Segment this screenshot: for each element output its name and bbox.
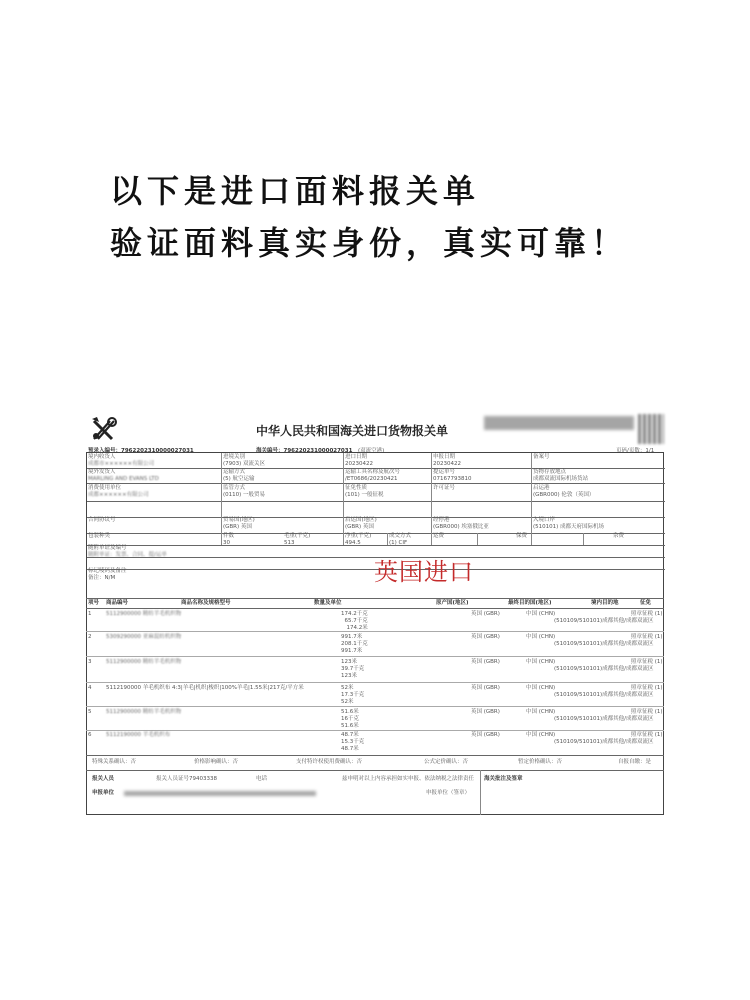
goods-row: 123米 39.7千克 123米 (341, 659, 365, 679)
goods-row: (510109/510101)成都其他/成都双流区 (554, 666, 654, 672)
headline-line-2: 验证面料真实身份，真实可靠！ (110, 224, 629, 262)
goods-row: 5112900000 精纺羊毛机织物 (106, 659, 182, 665)
goods-row: (510109/510101)成都其他/成都双流区 (554, 692, 654, 698)
goods-header: 商品名称及规格型号 (181, 600, 231, 606)
header-cell: 进口日期 20230422 (345, 454, 373, 467)
header-cell: 境内收货人 成都市××××××有限公司 (88, 454, 155, 467)
header-cell: 净重(千克) 494.5 (345, 533, 372, 546)
header-cell: 消费使用单位 成都××××××有限公司 (88, 485, 149, 498)
customs-remarks-label: 海关批注及签章 (484, 776, 523, 782)
header-cell: 包装种类 (88, 533, 111, 539)
declaration-statement: 兹申明对以上内容承担如实申报、依法纳税之法律责任 (342, 776, 475, 782)
goods-row: 照章征税 (1) (631, 709, 663, 715)
declaring-unit-label: 申报单位 (92, 790, 115, 796)
header-cell: 入境口岸 (510101) 成都天府国际机场 (533, 517, 605, 530)
goods-row: (510109/510101)成都其他/成都双流区 (554, 641, 654, 647)
goods-row: 中国 (CHN) (526, 732, 556, 738)
header-cell: 件数 30 (223, 533, 235, 546)
header-cell: 货物存放地点 成都双流国际机场货站 (533, 469, 589, 482)
header-cell: 运费 (433, 533, 445, 539)
goods-row: 1 (88, 611, 92, 617)
origin-annotation: 英国进口 (374, 558, 474, 586)
goods-row: 52米 17.3千克 52米 (341, 685, 365, 705)
header-cell: 运输方式 (5) 航空运输 (223, 469, 255, 482)
header-cell: 保费 (516, 533, 528, 539)
customs-number: 796220231000027031 (283, 448, 353, 454)
goods-row: 5112900000 精纺羊毛机织物 (106, 611, 182, 617)
header-cell: 申报日期 20230422 (433, 454, 461, 467)
header-cell: 进境关别 (7903) 双流关区 (223, 454, 266, 467)
goods-row: 照章征税 (1) (631, 634, 663, 640)
port-note: (双流空港) (358, 448, 385, 454)
page-counter: 页码/页数：1/1 (616, 448, 655, 454)
goods-row: 英国 (GBR) (471, 685, 500, 691)
footer-flag: 暂定价格确认：否 (518, 759, 563, 765)
goods-row: 中国 (CHN) (526, 634, 556, 640)
header-cell: 境外发货人 MARLING AND EVANS LTD (88, 469, 159, 482)
goods-row: 6 (88, 732, 92, 738)
goods-row: 英国 (GBR) (471, 659, 500, 665)
header-cell: 启运港 (GBR000) 伦敦（英国） (533, 485, 595, 498)
goods-row: 照章征税 (1) (631, 611, 663, 617)
goods-row: 中国 (CHN) (526, 659, 556, 665)
phone-label: 电话 (256, 776, 268, 782)
goods-header: 征免 (640, 600, 652, 606)
footer-flag: 价格影响确认：否 (194, 759, 239, 765)
goods-header: 最终目的国(地区) (508, 600, 552, 606)
goods-row: 英国 (GBR) (471, 732, 500, 738)
goods-row: 5309290000 亚麻混纺机织物 (106, 634, 182, 640)
customs-emblem-icon (90, 414, 120, 444)
goods-row: (510109/510101)成都其他/成都双流区 (554, 739, 654, 745)
goods-row: 2 (88, 634, 92, 640)
header-cell: 许可证号 (433, 485, 456, 491)
goods-row: 5 (88, 709, 92, 715)
goods-row: 中国 (CHN) (526, 611, 556, 617)
goods-row: 174.2千克 65.7千克 174.2米 (341, 611, 368, 631)
footer-flag: 特殊关系确认：否 (92, 759, 137, 765)
goods-row: 英国 (GBR) (471, 634, 500, 640)
redacted-barcode (484, 416, 634, 430)
footer-flag: 自报自缴：是 (618, 759, 652, 765)
header-cell: 毛重(千克) 513 (284, 533, 311, 546)
goods-row: (510109/510101)成都其他/成都双流区 (554, 618, 654, 624)
header-cell: 杂费 (613, 533, 625, 539)
goods-row: 5112190000 羊毛机织布 4:3|羊毛|机织|梭织|100%羊毛|1.55米|217克/平方米 (106, 685, 304, 691)
goods-row: 48.7米 15.3千克 48.7米 (341, 732, 365, 752)
redacted-declaring-unit (124, 791, 316, 796)
goods-row: 4 (88, 685, 92, 691)
header-cell: 合同协议号 (88, 517, 116, 523)
goods-row: 中国 (CHN) (526, 685, 556, 691)
customs-declaration-form (86, 410, 664, 815)
header-cell: 征免性质 (101) 一般征税 (345, 485, 384, 498)
pre-entry-label: 预录入编号： (88, 448, 122, 454)
goods-row: 照章征税 (1) (631, 732, 663, 738)
documents-row: 随附单证及编号 随附单证：发票、合同、提/运单 (88, 545, 167, 558)
goods-row: 照章征税 (1) (631, 659, 663, 665)
goods-row: 5112190000 羊毛机织布 (106, 732, 171, 738)
header-cell: 启运国(地区) (GBR) 英国 (345, 517, 377, 530)
customs-no-label: 海关编号： (256, 448, 284, 454)
header-cell: 贸易国(地区) (GBR) 英国 (223, 517, 255, 530)
goods-header: 数量及单位 (314, 600, 342, 606)
marks-row: 标记唛码及备注 备注：N/M (88, 568, 127, 581)
goods-row: 3 (88, 659, 92, 665)
declarant-label: 报关人员 (92, 776, 115, 782)
goods-row: (510109/510101)成都其他/成都双流区 (554, 716, 654, 722)
header-cell: 提运单号 07167793810 (433, 469, 472, 482)
header-cell: 备案号 (533, 454, 550, 460)
qr-code-icon (638, 414, 664, 444)
goods-header: 商品编号 (106, 600, 129, 606)
goods-header: 项号 (88, 600, 100, 606)
footer-flag: 支付特许权使用费确认：否 (296, 759, 363, 765)
footer-flag: 公式定价确认：否 (424, 759, 469, 765)
declarant-id-label: 报关人员证号79403338 (156, 776, 218, 782)
headline-line-1: 以下是进口面料报关单 (110, 172, 481, 210)
pre-entry-number: 7962202310000027031 (121, 448, 194, 454)
header-cell: 监管方式 (0110) 一般贸易 (223, 485, 266, 498)
form-title: 中华人民共和国海关进口货物报关单 (256, 424, 449, 438)
goods-header: 境内目的地 (591, 600, 619, 606)
header-cell: 成交方式 (1) CIF (389, 533, 412, 546)
header-cell: 运输工具名称及航次号 /ET0686/20230421 (345, 469, 401, 482)
header-cell: 经停港 (GBR000) 埃塞俄比亚 (433, 517, 489, 530)
goods-row: 中国 (CHN) (526, 709, 556, 715)
goods-header: 原产国(地区) (436, 600, 469, 606)
goods-row: 991.7米 208.1千克 991.7米 (341, 634, 368, 654)
goods-row: 照章征税 (1) (631, 685, 663, 691)
goods-row: 51.6米 16千克 51.6米 (341, 709, 359, 729)
goods-row: 5112900000 精纺羊毛机织物 (106, 709, 182, 715)
declaring-unit-seal: 申报单位（签章） (426, 790, 471, 796)
goods-row: 英国 (GBR) (471, 709, 500, 715)
goods-row: 英国 (GBR) (471, 611, 500, 617)
